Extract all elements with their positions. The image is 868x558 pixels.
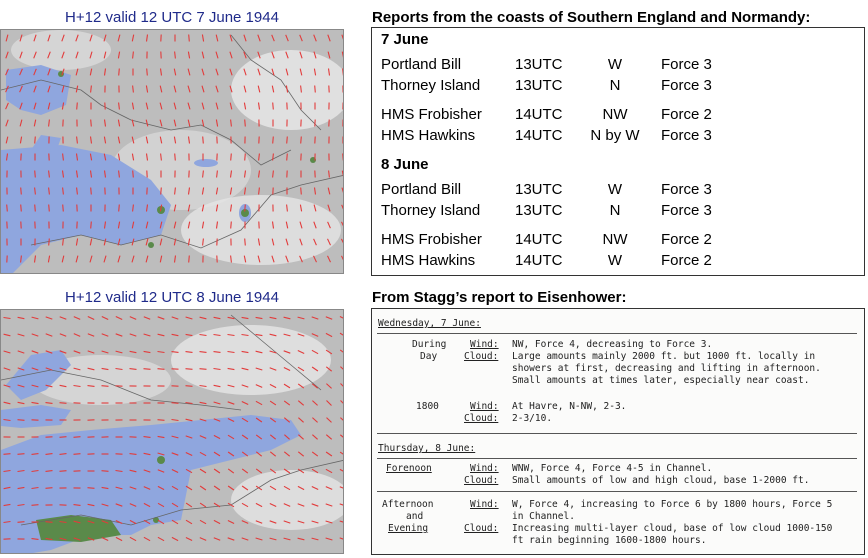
- wind-label: Wind:: [470, 401, 499, 412]
- cloud-text: ft rain beginning 1600-1800 hours.: [512, 535, 707, 546]
- station-name: Portland Bill: [381, 181, 462, 198]
- wind-vector: [21, 205, 22, 212]
- wind-direction: NW: [602, 231, 628, 248]
- wind-vector: [4, 454, 11, 455]
- wind-vector: [144, 369, 151, 370]
- divider: [377, 491, 857, 492]
- period-label: Day: [420, 351, 438, 362]
- divider: [377, 433, 857, 434]
- wind-vector: [189, 256, 190, 263]
- wind-direction: W: [607, 181, 623, 198]
- wind-vector: [46, 522, 53, 523]
- wind-vector: [88, 488, 95, 489]
- report-row: [381, 229, 864, 250]
- wind-vector: [49, 239, 50, 246]
- wind-vector: [60, 437, 67, 438]
- wind-vector: [74, 437, 81, 438]
- period-label: Forenoon: [386, 463, 432, 474]
- day-heading: Thursday, 8 June:: [378, 443, 476, 454]
- station-name: HMS Frobisher: [381, 106, 482, 123]
- wind-vector: [273, 103, 274, 110]
- wind-vector: [49, 205, 50, 212]
- wind-vector: [147, 69, 148, 76]
- reports-title: Reports from the coasts of Southern England and Normandy:: [372, 9, 811, 26]
- wind-vector: [63, 205, 64, 212]
- stagg-title: From Stagg’s report to Eisenhower:: [372, 289, 627, 306]
- wind-vector: [91, 222, 92, 229]
- report-row: [381, 250, 864, 271]
- station-name: HMS Hawkins: [381, 127, 476, 144]
- wind-vector: [46, 488, 53, 489]
- wind-vector: [189, 35, 190, 42]
- report-row: [381, 125, 864, 146]
- wind-vector: [273, 137, 274, 144]
- wind-force: Force 3: [661, 202, 712, 219]
- wind-force: Force 3: [661, 127, 712, 144]
- station-name: Thorney Island: [381, 202, 481, 219]
- wind-vector: [315, 86, 316, 93]
- report-time: 14UTC: [515, 127, 563, 144]
- wind-vector: [91, 188, 92, 195]
- cloud-text: showers at first, decreasing and lifting in afternoon.: [512, 363, 821, 374]
- wind-force: Force 3: [661, 77, 712, 94]
- wind-vector: [203, 137, 204, 144]
- wind-direction: NW: [602, 106, 628, 123]
- report-row: [381, 104, 864, 125]
- wind-force: Force 2: [661, 231, 712, 248]
- report-row: [381, 54, 864, 75]
- report-row: [381, 75, 864, 96]
- divider: [377, 458, 857, 459]
- wind-vector: [32, 505, 39, 506]
- wind-vector: [102, 471, 109, 472]
- wind-direction: N by W: [590, 127, 640, 144]
- wind-vector: [301, 137, 302, 144]
- day-block-8-june: [381, 156, 864, 271]
- wind-vector: [245, 154, 246, 161]
- cloud-label: Cloud:: [464, 523, 499, 534]
- report-time: 13UTC: [515, 56, 563, 73]
- wind-vector: [245, 239, 246, 246]
- period-label: Evening: [388, 523, 429, 534]
- wind-force: Force 2: [661, 252, 712, 269]
- wind-text: WNW, Force 4, Force 4-5 in Channel.: [512, 463, 713, 474]
- report-time: 14UTC: [515, 106, 563, 123]
- cloud-text: Increasing multi-layer cloud, base of low cloud 1000-150: [512, 523, 833, 534]
- wind-vector: [60, 471, 67, 472]
- map-title-7-june: H+12 valid 12 UTC 7 June 1944: [65, 9, 279, 26]
- weather-map-8-june: [0, 309, 344, 554]
- wind-direction: N: [609, 202, 621, 219]
- wind-text: W, Force 4, increasing to Force 6 by 1800 hours, Force 5: [512, 499, 833, 510]
- cloud-label: Cloud:: [464, 413, 499, 424]
- wind-force: Force 3: [661, 56, 712, 73]
- divider: [377, 333, 857, 334]
- wind-vector: [18, 454, 25, 455]
- day-block-7-june: [381, 31, 864, 146]
- wind-vector: [91, 120, 92, 127]
- cloud-text: Large amounts mainly 2000 ft. but 1000 ft. locally in: [512, 351, 816, 362]
- wind-vector: [301, 188, 302, 195]
- map-title-8-june: H+12 valid 12 UTC 8 June 1944: [65, 289, 279, 306]
- period-label: During: [412, 339, 447, 350]
- weather-map-7-june: [0, 29, 344, 274]
- wind-vector: [35, 137, 36, 144]
- wind-vector: [175, 154, 176, 161]
- cloud-text: 2-3/10.: [512, 413, 553, 424]
- wind-text: in Channel.: [512, 511, 575, 522]
- wind-force: Force 3: [661, 181, 712, 198]
- report-row: [381, 179, 864, 200]
- wind-direction: N: [609, 77, 621, 94]
- stagg-report: [371, 308, 865, 555]
- wind-vector: [18, 522, 25, 523]
- station-name: HMS Frobisher: [381, 231, 482, 248]
- wind-vector: [119, 205, 120, 212]
- report-time: 14UTC: [515, 231, 563, 248]
- wind-vector: [161, 188, 162, 195]
- wind-label: Wind:: [470, 499, 499, 510]
- wind-vector: [102, 386, 109, 387]
- station-name: HMS Hawkins: [381, 252, 476, 269]
- period-label: Afternoon: [382, 499, 434, 510]
- wind-vector: [231, 154, 232, 161]
- wind-label: Wind:: [470, 339, 499, 350]
- wind-vector: [158, 420, 165, 421]
- wind-vector: [245, 205, 246, 212]
- wind-text: NW, Force 4, decreasing to Force 3.: [512, 339, 713, 350]
- cloud-label: Cloud:: [464, 475, 499, 486]
- wind-vector: [21, 188, 22, 195]
- wind-vector: [231, 222, 232, 229]
- wind-vector: [343, 154, 344, 161]
- report-time: 14UTC: [515, 252, 563, 269]
- period-label: and: [406, 511, 424, 522]
- cloud-text: Small amounts of low and high cloud, base 1-2000 ft.: [512, 475, 810, 486]
- day-label: 7 June: [381, 31, 429, 48]
- wind-vector: [186, 386, 193, 387]
- wind-vector: [35, 171, 36, 178]
- day-label: 8 June: [381, 156, 429, 173]
- wind-vector: [172, 403, 179, 404]
- wind-vector: [287, 154, 288, 161]
- day-heading: Wednesday, 7 June:: [378, 318, 481, 329]
- period-label: 1800: [416, 401, 439, 412]
- wind-vector: [287, 137, 288, 144]
- wind-vector: [245, 120, 246, 127]
- cloud-label: Cloud:: [464, 351, 499, 362]
- wind-direction: W: [607, 56, 623, 73]
- station-name: Thorney Island: [381, 77, 481, 94]
- report-row: [381, 200, 864, 221]
- wind-vector: [74, 454, 81, 455]
- report-time: 13UTC: [515, 77, 563, 94]
- wind-vector: [60, 403, 67, 404]
- wind-vector: [200, 369, 207, 370]
- wind-label: Wind:: [470, 463, 499, 474]
- wind-vector: [77, 103, 78, 110]
- wind-vector: [158, 369, 165, 370]
- wind-vector: [133, 171, 134, 178]
- cloud-text: Small amounts at times later, especially near coast.: [512, 375, 810, 386]
- wind-vector: [35, 205, 36, 212]
- wind-vector: [119, 69, 120, 76]
- wind-force: Force 2: [661, 106, 712, 123]
- station-name: Portland Bill: [381, 56, 462, 73]
- wind-vector: [186, 369, 193, 370]
- reports-box: [371, 27, 865, 276]
- wind-text: At Havre, N-NW, 2-3.: [512, 401, 627, 412]
- report-time: 13UTC: [515, 202, 563, 219]
- wind-vector: [18, 420, 25, 421]
- wind-vector: [7, 205, 8, 212]
- wind-direction: W: [607, 252, 623, 269]
- report-time: 13UTC: [515, 181, 563, 198]
